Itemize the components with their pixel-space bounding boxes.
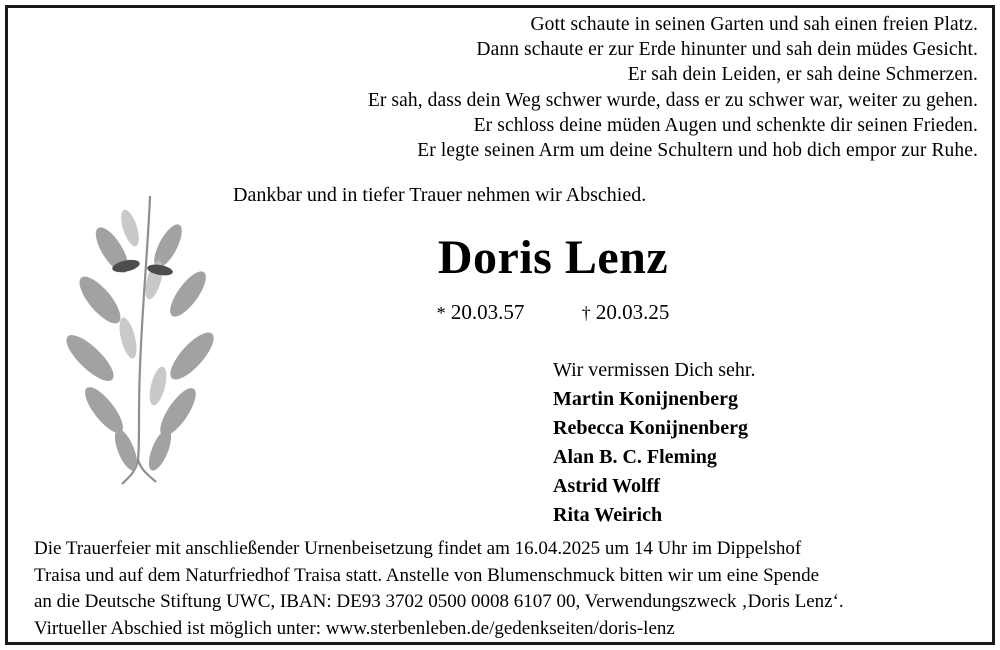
poem-line: Dann schaute er zur Erde hinunter und sah dein müdes Gesicht. xyxy=(476,39,978,61)
birth-date: 20.03.57 xyxy=(450,300,525,324)
mourner-name: Astrid Wolff xyxy=(553,475,660,497)
death-symbol: † xyxy=(581,303,591,323)
poem-line: Er sah dein Leiden, er sah deine Schmerzen. xyxy=(627,64,978,86)
mourners-lead: Wir vermissen Dich sehr. xyxy=(553,359,756,381)
life-dates xyxy=(238,300,868,325)
poem-line: Er schloss deine müden Augen und schenkte dir seinen Frieden. xyxy=(473,114,978,136)
ceremony-line: Traisa und auf dem Naturfriedhof Traisa statt. Anstelle von Blumenschmuck bitten wir um eine Spende xyxy=(34,564,820,586)
poem-block xyxy=(258,12,978,163)
deceased-name: Doris Lenz xyxy=(437,231,669,284)
poem-line: Er sah, dass dein Weg schwer wurde, dass er zu schwer war, weiter zu gehen. xyxy=(367,89,978,111)
mourner-name: Martin Konijnenberg xyxy=(553,388,738,410)
birth-date-group xyxy=(437,300,530,324)
intro-text: Dankbar und in tiefer Trauer nehmen wir Abschied. xyxy=(233,184,647,206)
poem-line: Er legte seinen Arm um deine Schultern und hob dich empor zur Ruhe. xyxy=(417,140,978,162)
ceremony-details xyxy=(34,536,982,642)
mourner-name: Rita Weirich xyxy=(553,504,663,526)
donation-line: an die Deutsche Stiftung UWC, IBAN: DE93 3702 0500 0008 6107 00, Verwendungszweck ‚Doris Lenz‘. xyxy=(34,591,844,612)
ceremony-line: Die Trauerfeier mit anschließender Urnenbeisetzung findet am 16.04.2025 um 14 Uhr im Dippelshof xyxy=(34,538,802,559)
death-date-group xyxy=(582,300,670,324)
birth-symbol: * xyxy=(436,303,446,323)
death-date: 20.03.25 xyxy=(595,300,670,324)
mourner-name: Rebecca Konijnenberg xyxy=(553,417,748,439)
poem-line: Gott schaute in seinen Garten und sah einen freien Platz. xyxy=(530,14,978,35)
mourners-block xyxy=(553,356,755,530)
mourner-name: Alan B. C. Fleming xyxy=(553,446,717,468)
memorial-link-line: Virtueller Abschied ist möglich unter: www.sterbenleben.de/gedenkseiten/doris-lenz xyxy=(34,617,675,639)
willow-branch-illustration xyxy=(42,188,262,508)
card-content xyxy=(8,8,992,642)
